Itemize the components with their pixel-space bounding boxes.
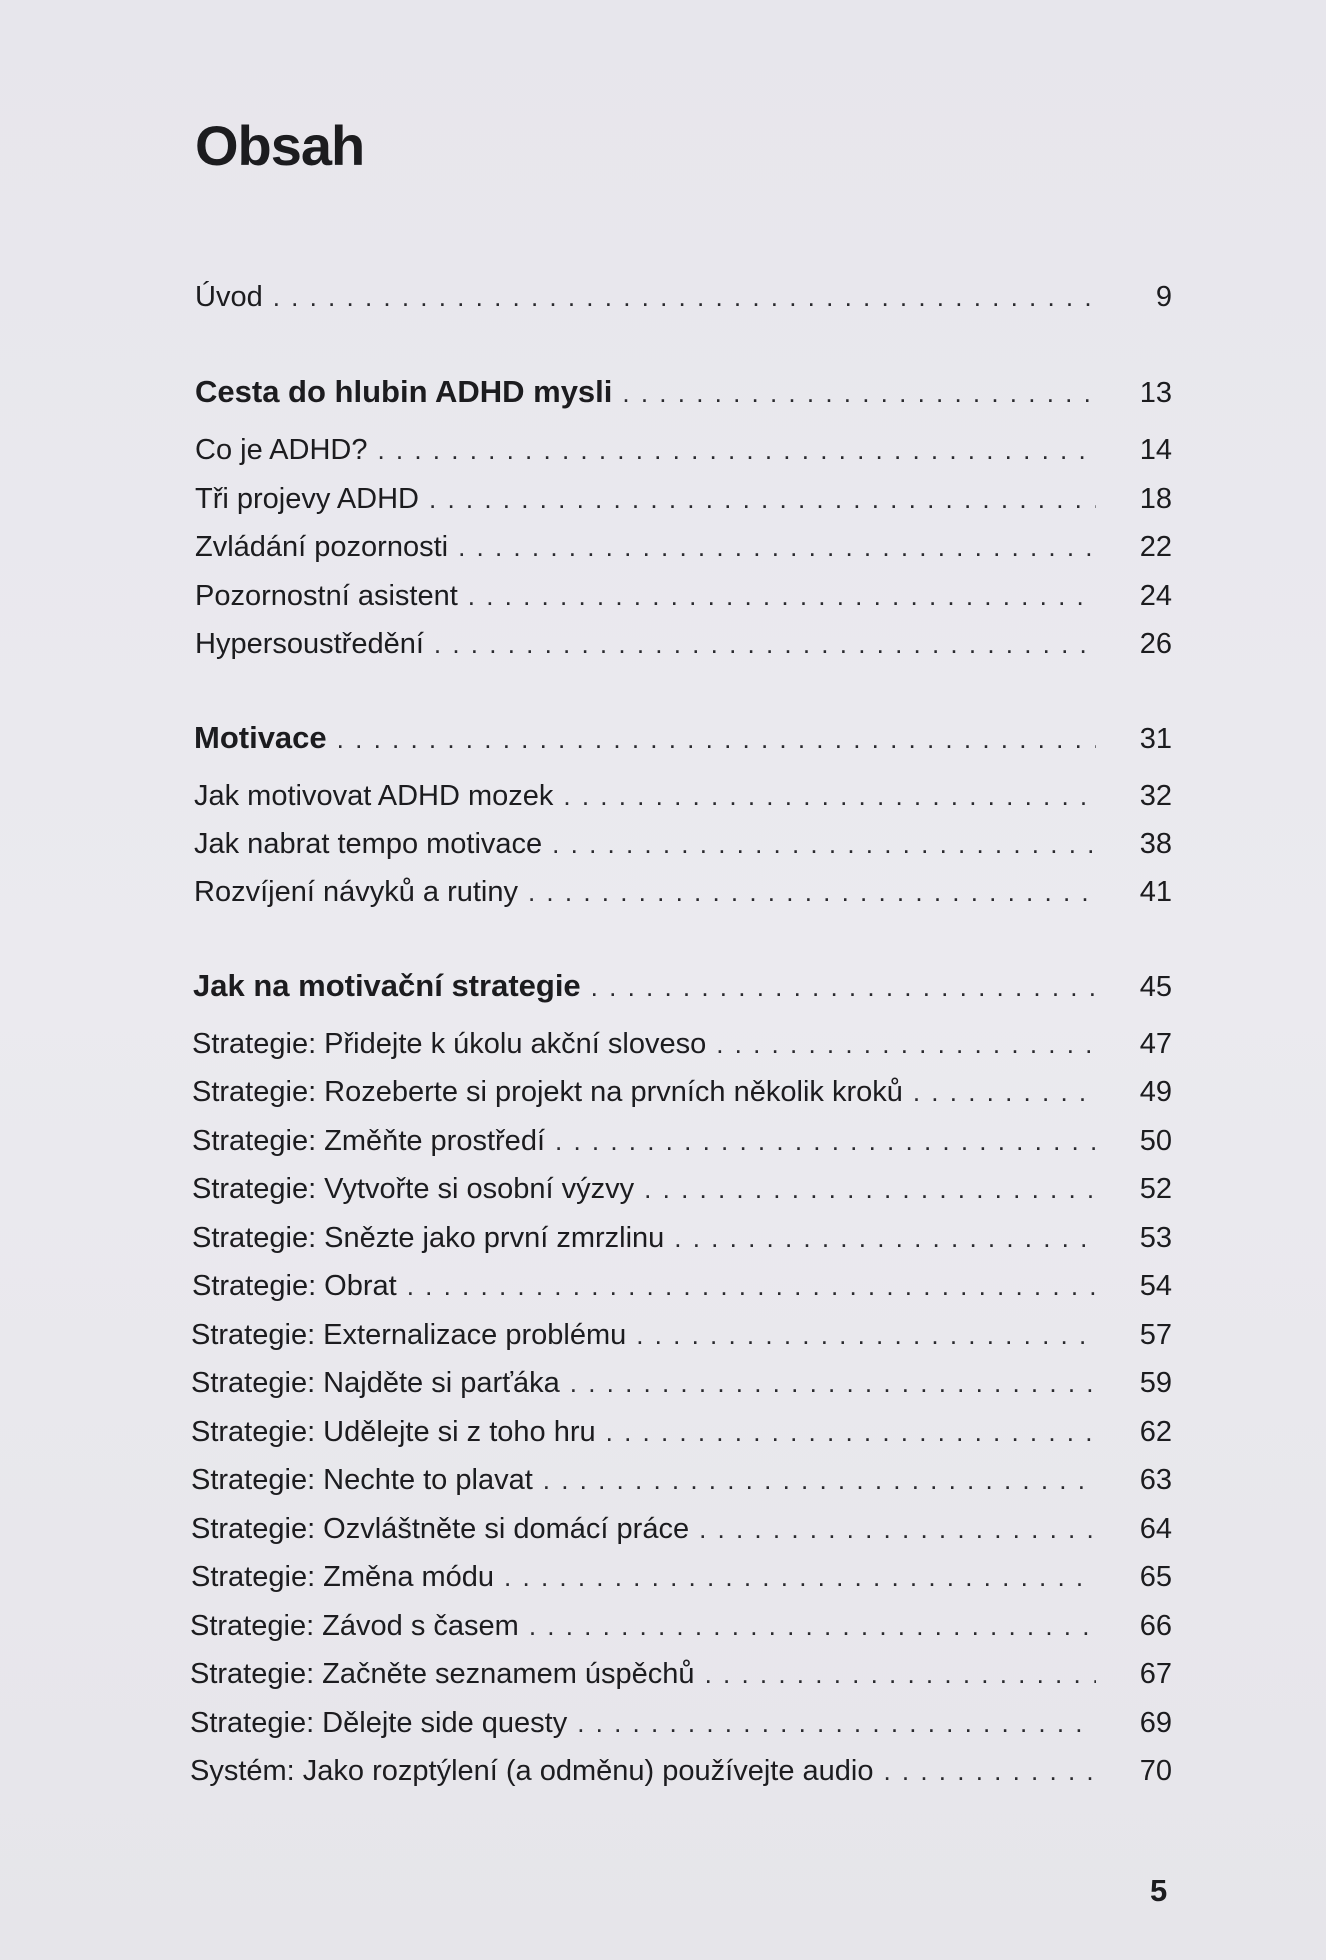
toc-entry-label: Strategie: Přidejte k úkolu akční sloveso [192, 1028, 707, 1060]
toc-entry-page-number: 64 [1139, 1513, 1172, 1545]
dot-leader [636, 1315, 1096, 1355]
dot-leader [377, 430, 1096, 470]
toc-entry-page-number: 53 [1139, 1222, 1172, 1254]
toc-entry-page-number: 63 [1139, 1464, 1172, 1496]
toc-entry-label: Systém: Jako rozptýlení (a odměnu) používejte audio [190, 1755, 874, 1787]
toc-entry [195, 430, 1172, 470]
dot-leader [337, 719, 1096, 759]
toc-entry-label: Strategie: Změňte prostředí [192, 1125, 545, 1157]
toc-entry-label: Jak motivovat ADHD mozek [194, 780, 554, 812]
toc-entry-label: Strategie: Změna módu [191, 1561, 495, 1593]
dot-leader [705, 1654, 1096, 1694]
toc-entry [191, 1557, 1172, 1597]
toc-entry-page-number: 9 [1155, 281, 1172, 313]
toc-entry-label: Strategie: Rozeberte si projekt na prvních několik kroků [192, 1076, 903, 1108]
dot-leader [529, 1606, 1096, 1646]
toc-entry-label: Strategie: Začněte seznamem úspěchů [190, 1658, 695, 1690]
toc-entry-label: Strategie: Závod s časem [190, 1610, 519, 1642]
toc-entry-label: Pozornostní asistent [195, 580, 458, 612]
toc-entry-page-number: 70 [1139, 1755, 1172, 1787]
toc-entry-label: Tři projevy ADHD [195, 483, 419, 515]
dot-leader [563, 776, 1096, 816]
dot-leader [555, 1121, 1096, 1161]
dot-leader [273, 277, 1096, 317]
dot-leader [883, 1751, 1096, 1791]
dot-leader [504, 1557, 1096, 1597]
toc-entry [190, 1751, 1172, 1791]
toc-entry [191, 1460, 1172, 1500]
dot-leader [407, 1266, 1096, 1306]
dot-leader [434, 624, 1096, 664]
toc-entry [195, 479, 1172, 519]
toc-entry [191, 1363, 1172, 1403]
toc-entry-page-number: 38 [1139, 828, 1172, 860]
toc-entry [195, 624, 1172, 664]
toc-entry-label: Jak nabrat tempo motivace [194, 828, 543, 860]
toc-entry-page-number: 66 [1139, 1610, 1172, 1642]
toc-entry [190, 1654, 1172, 1694]
dot-leader [458, 527, 1096, 567]
toc-section-heading [195, 372, 1172, 412]
toc-entry-page-number: 26 [1139, 628, 1172, 660]
toc-entry-page-number: 14 [1139, 434, 1172, 466]
toc-entry-label: Jak na motivační strategie [193, 968, 581, 1003]
toc-entry-page-number: 67 [1139, 1658, 1172, 1690]
toc-entry [192, 1218, 1172, 1258]
dot-leader [622, 373, 1096, 413]
toc-entry [190, 1703, 1172, 1743]
toc-entry-label: Strategie: Udělejte si z toho hru [191, 1416, 596, 1448]
dot-leader [644, 1169, 1096, 1209]
toc-entry-label: Zvládání pozornosti [195, 531, 449, 563]
toc-entry-page-number: 24 [1139, 580, 1172, 612]
page-title: Obsah [195, 114, 365, 177]
dot-leader [674, 1218, 1096, 1258]
dot-leader [591, 967, 1096, 1007]
toc-section-heading [194, 718, 1172, 758]
dot-leader [606, 1412, 1096, 1452]
toc-entry-page-number: 59 [1139, 1367, 1172, 1399]
toc-entry [195, 576, 1172, 616]
toc-entry [192, 1024, 1172, 1064]
dot-leader [429, 479, 1096, 519]
toc-entry [192, 1169, 1172, 1209]
toc-entry-label: Strategie: Nechte to plavat [191, 1464, 533, 1496]
toc-entry-page-number: 32 [1139, 780, 1172, 812]
toc-entry [194, 872, 1172, 912]
toc-entry-label: Cesta do hlubin ADHD mysli [195, 374, 613, 409]
toc-entry-page-number: 62 [1139, 1416, 1172, 1448]
toc-entry-page-number: 54 [1139, 1270, 1172, 1302]
toc-entry-label: Strategie: Obrat [192, 1270, 397, 1302]
toc-entry-page-number: 41 [1139, 876, 1172, 908]
toc-entry-label: Strategie: Externalizace problému [191, 1319, 627, 1351]
toc-entry-label: Rozvíjení návyků a rutiny [194, 876, 518, 908]
toc-entry-label: Strategie: Snězte jako první zmrzlinu [192, 1222, 665, 1254]
toc-entry-page-number: 31 [1139, 723, 1172, 755]
toc-entry [195, 527, 1172, 567]
toc-entry-page-number: 18 [1139, 483, 1172, 515]
dot-leader [552, 824, 1096, 864]
dot-leader [468, 576, 1096, 616]
dot-leader [913, 1072, 1096, 1112]
dot-leader [528, 872, 1096, 912]
toc-entry-page-number: 22 [1139, 531, 1172, 563]
toc-entry [191, 1412, 1172, 1452]
toc-entry [191, 1315, 1172, 1355]
toc-section-heading [193, 966, 1172, 1006]
toc-entry [191, 1509, 1172, 1549]
toc-entry-label: Strategie: Najděte si parťáka [191, 1367, 560, 1399]
toc-entry [194, 776, 1172, 816]
toc-entry [195, 277, 1172, 317]
toc-entry-page-number: 57 [1139, 1319, 1172, 1351]
dot-leader [577, 1703, 1096, 1743]
toc-entry [192, 1266, 1172, 1306]
toc-entry-label: Strategie: Ozvláštněte si domácí práce [191, 1513, 690, 1545]
toc-entry-page-number: 13 [1139, 377, 1172, 409]
toc-entry-label: Strategie: Vytvořte si osobní výzvy [192, 1173, 635, 1205]
toc-entry-page-number: 47 [1139, 1028, 1172, 1060]
page-number: 5 [1150, 1873, 1168, 1908]
toc-entry-page-number: 49 [1139, 1076, 1172, 1108]
toc-entry-page-number: 69 [1139, 1707, 1172, 1739]
dot-leader [543, 1460, 1096, 1500]
toc-entry [192, 1121, 1172, 1161]
toc-entry-label: Co je ADHD? [195, 434, 368, 466]
toc-entry-page-number: 50 [1139, 1125, 1172, 1157]
toc-entry-page-number: 65 [1139, 1561, 1172, 1593]
dot-leader [716, 1024, 1096, 1064]
dot-leader [570, 1363, 1096, 1403]
toc-entry [190, 1606, 1172, 1646]
dot-leader [699, 1509, 1096, 1549]
toc-entry-label: Úvod [195, 281, 263, 313]
toc-entry-label: Hypersoustředění [195, 628, 424, 660]
toc-entry [194, 824, 1172, 864]
toc-entry-page-number: 52 [1139, 1173, 1172, 1205]
toc-entry [192, 1072, 1172, 1112]
toc-entry-page-number: 45 [1139, 971, 1172, 1003]
toc-entry-label: Strategie: Dělejte side questy [190, 1707, 568, 1739]
toc-entry-label: Motivace [194, 720, 327, 755]
